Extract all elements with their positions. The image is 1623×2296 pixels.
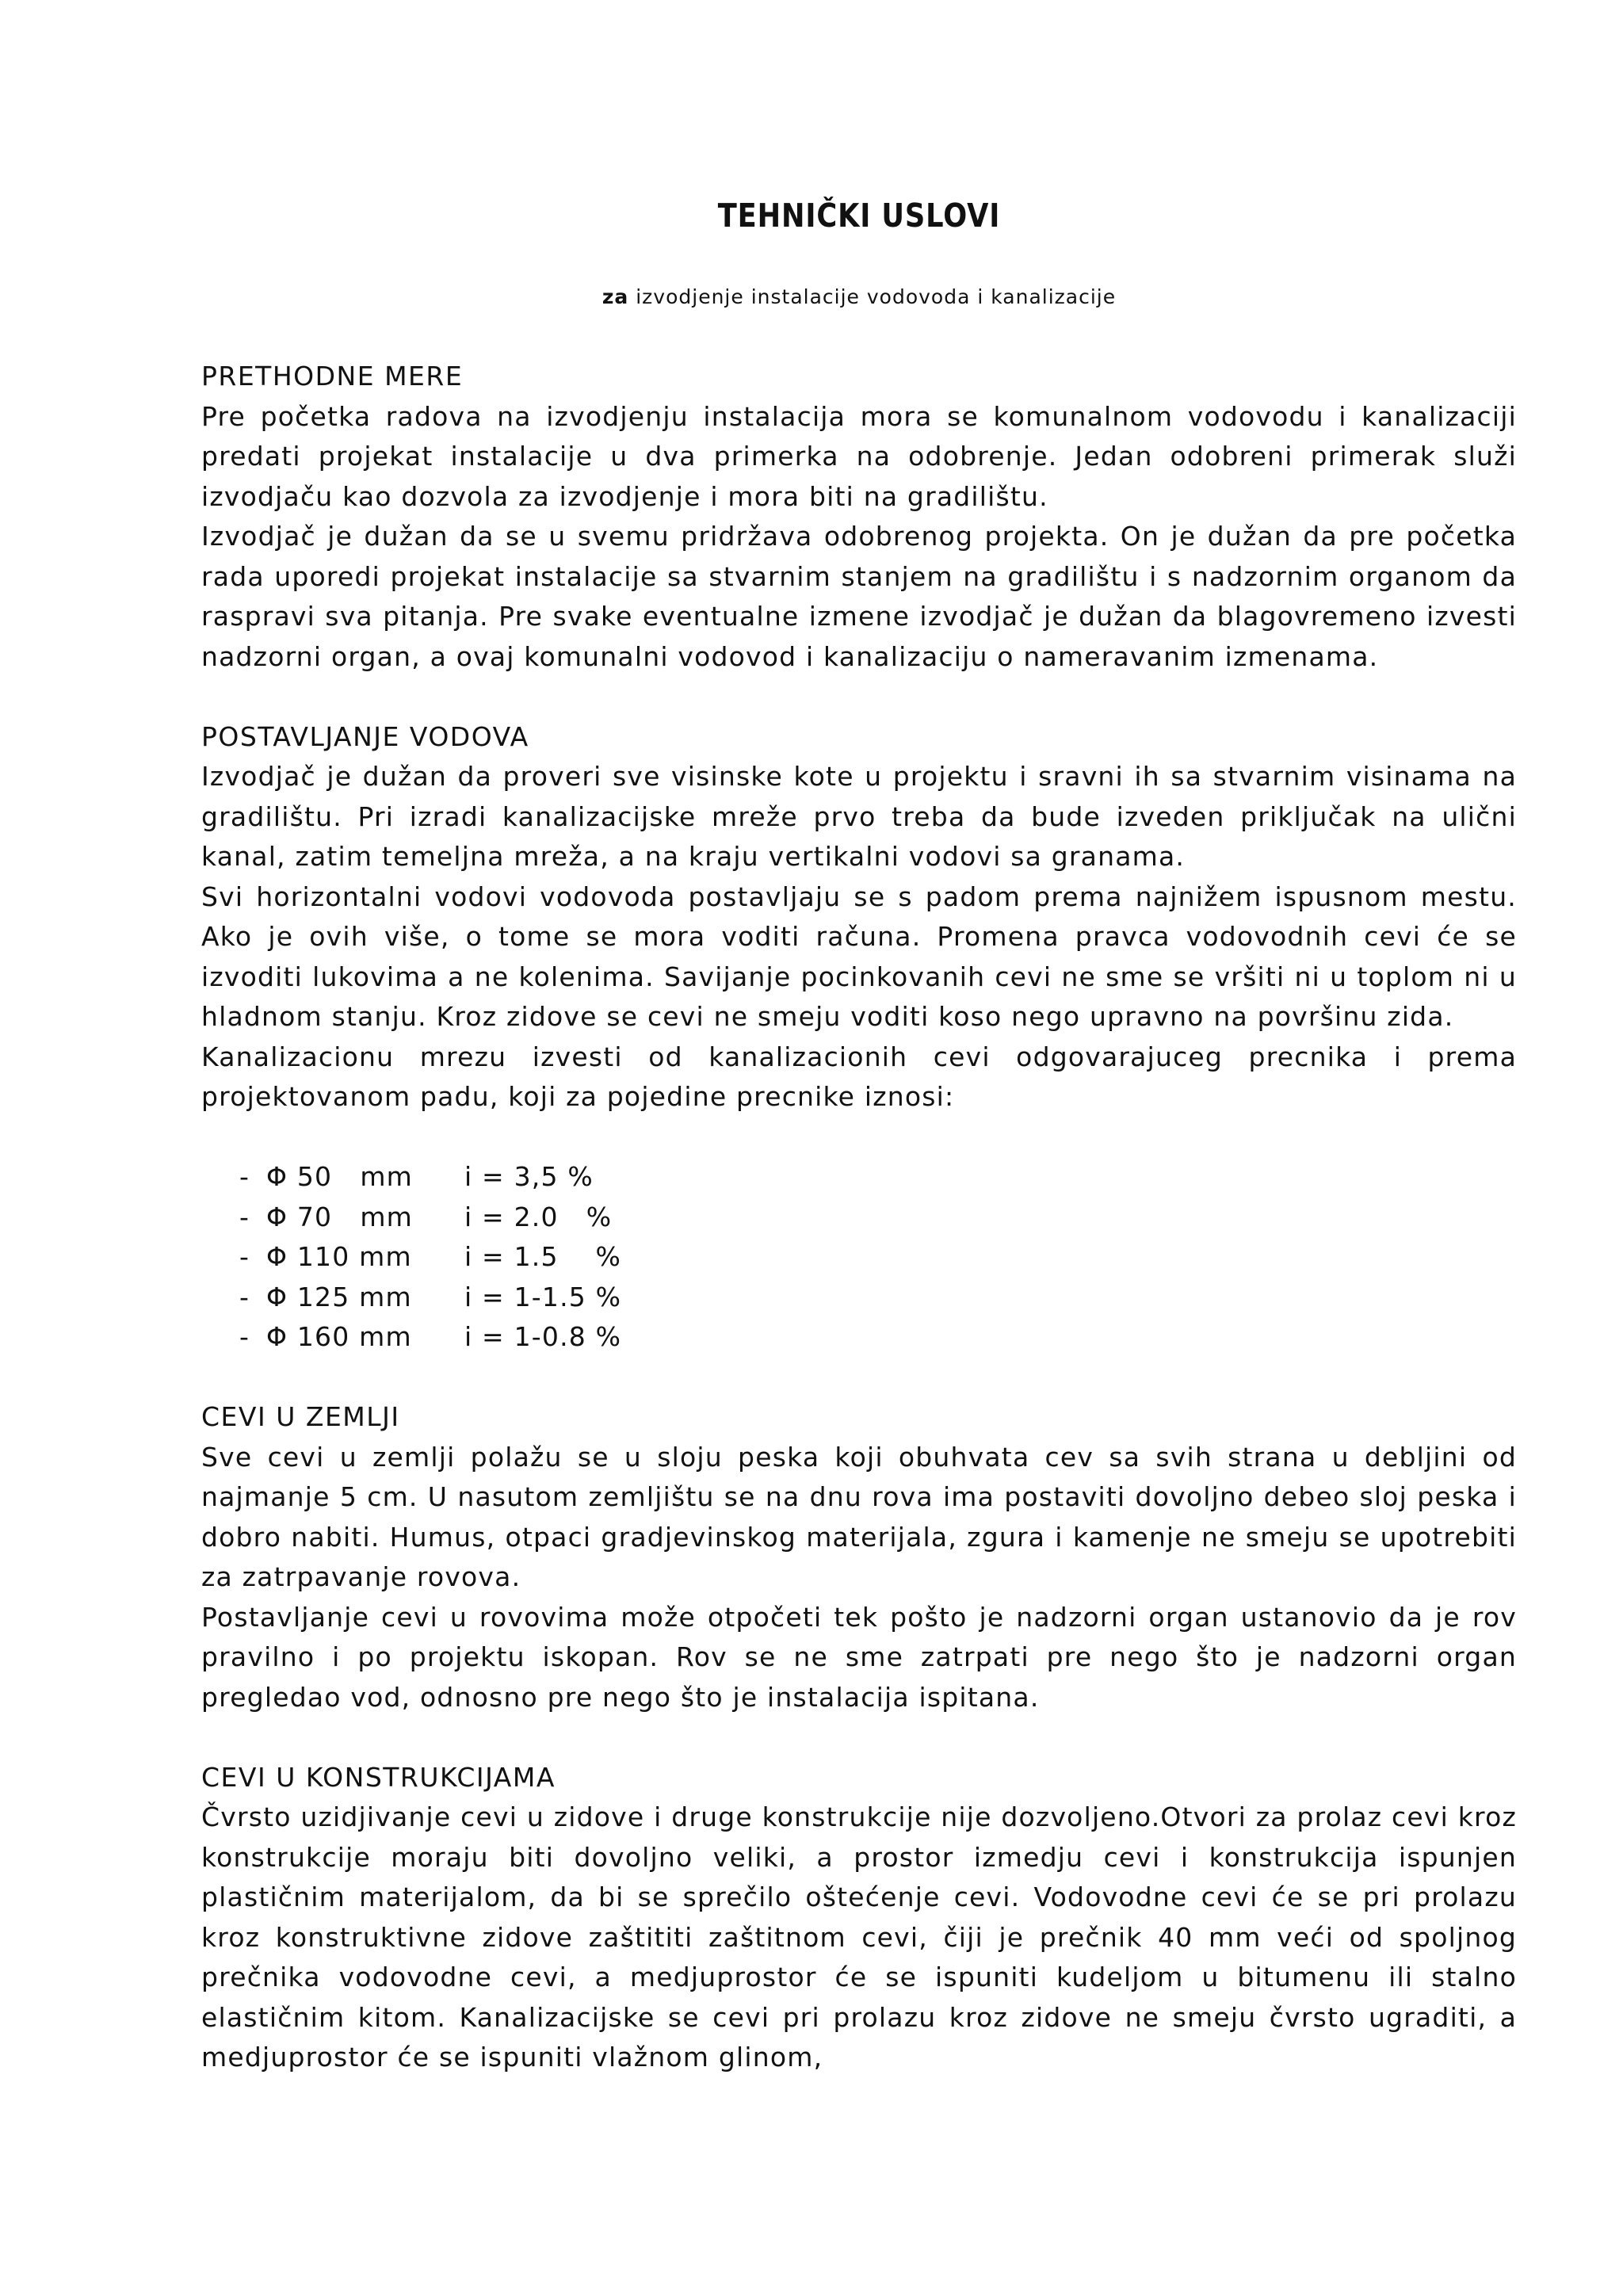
- section-heading-cevi-u-zemlji: CEVI U ZEMLJI: [201, 1401, 400, 1432]
- subtitle-rest: izvodjenje instalacije vodovoda i kanalizacije: [628, 285, 1117, 308]
- paragraph: Postavljanje cevi u rovovima može otpočeti tek pošto je nadzorni organ ustanovio da je rov pravilno i po projektu iskopan. Rov se ne sme zatrpati pre nego što je nadzorni organ pregledao vod, odnosno pre nego što je instalacija ispitana.: [201, 1601, 1517, 1713]
- list-dash: -: [239, 1321, 250, 1352]
- document-body: [201, 357, 1517, 2078]
- document-title: TEHNIČKI USLOVI: [717, 197, 1001, 235]
- section-heading-cevi-u-konstrukcijama: CEVI U KONSTRUKCIJAMA: [201, 1761, 556, 1793]
- pipe-diameter: Φ 160 mm: [266, 1321, 412, 1352]
- list-dash: -: [239, 1241, 250, 1272]
- list-item: [201, 1237, 1517, 1278]
- pipe-slope: i = 1-1.5 %: [464, 1281, 622, 1312]
- paragraph: Kanalizacionu mrezu izvesti od kanalizacionih cevi odgovarajuceg precnika i prema projektovanom padu, koji za pojedine precnike iznosi:: [201, 1041, 1517, 1112]
- paragraph: Svi horizontalni vodovi vodovoda postavljaju se s padom prema najnižem ispusnom mestu. Ako je ovih više, o tome se mora voditi računa. Promena pravca vodovodnih cevi će se izvoditi lukovima a ne kolenima. Savijanje pocinkovanih cevi ne sme se vršiti ni u toplom ni u hladnom stanju. Kroz zidove se cevi ne smeju voditi koso nego upravno na površinu zida.: [201, 881, 1517, 1032]
- list-item: [201, 1278, 1517, 1318]
- paragraph: Izvodjač je dužan da se u svemu pridržava odobrenog projekta. On je dužan da pre početka rada uporedi projekat instalacije sa stvarnim stanjem na gradilištu i s nadzornim organom da raspravi sva pitanja. Pre svake eventualne izmene izvodjač je dužan da blagovremeno izvesti nadzorni organ, a ovaj komunalni vodovod i kanalizaciju o nameravanim izmenama.: [201, 521, 1517, 672]
- pipe-slope: i = 2.0 %: [464, 1201, 613, 1232]
- paragraph: Izvodjač je dužan da proveri sve visinske kote u projektu i sravni ih sa stvarnim visinama na gradilištu. Pri izradi kanalizacijske mreže prvo treba da bude izveden priključak na ulični kanal, zatim temeljna mreža, a na kraju vertikalni vodovi sa granama.: [201, 761, 1517, 872]
- paragraph: Sve cevi u zemlji polažu se u sloju peska koji obuhvata cev sa svih strana u debljini od najmanje 5 cm. U nasutom zemljištu se na dnu rova ima postaviti dovoljno debeo sloj peska i dobro nabiti. Humus, otpaci gradjevinskog materijala, zgura i kamenje ne smeju se upotrebiti za zatrpavanje rovova.: [201, 1441, 1517, 1592]
- subtitle-bold: za: [601, 285, 629, 308]
- pipe-diameter: Φ 125 mm: [266, 1281, 412, 1312]
- paragraph: Pre početka radova na izvodjenju instalacija mora se komunalnom vodovodu i kanalizaciji predati projekat instalacije u dva primerka na odobrenje. Jedan odobreni primerak služi izvodjaču kao dozvola za izvodjenje i mora biti na gradilištu.: [201, 400, 1517, 512]
- pipe-slope: i = 3,5 %: [464, 1161, 594, 1192]
- pipe-slope: i = 1-0.8 %: [464, 1321, 622, 1352]
- slope-list: [201, 1157, 1517, 1358]
- section-heading-prethodne-mere: PRETHODNE MERE: [201, 361, 464, 392]
- paragraph: Čvrsto uzidjivanje cevi u zidove i druge konstrukcije nije dozvoljeno.Otvori za prolaz cevi kroz konstrukcije moraju biti dovoljno veliki, a prostor izmedju cevi i konstrukcija ispunjen plastičnim materijalom, da bi se sprečilo oštećenje cevi. Vodovodne cevi će se pri prolazu kroz konstruktivne zidove zaštititi zaštitnom cevi, čiji je prečnik 40 mm veći od spoljnog prečnika vodovodne cevi, a medjuprostor će se ispuniti kudeljom u bitumenu ili stalno elastičnim kitom. Kanalizacijske se cevi pri prolazu kroz zidove ne smeju čvrsto ugraditi, a medjuprostor će se ispuniti vlažnom glinom,: [201, 1801, 1517, 2073]
- pipe-diameter: Φ 70 mm: [266, 1201, 414, 1232]
- pipe-diameter: Φ 110 mm: [266, 1241, 412, 1272]
- pipe-diameter: Φ 50 mm: [266, 1161, 414, 1192]
- list-item: [201, 1198, 1517, 1238]
- document-subtitle: [201, 285, 1517, 308]
- list-dash: -: [239, 1161, 250, 1192]
- list-dash: -: [239, 1201, 250, 1232]
- list-item: [201, 1317, 1517, 1358]
- pipe-slope: i = 1.5 %: [464, 1241, 621, 1272]
- list-item: [201, 1157, 1517, 1198]
- list-dash: -: [239, 1281, 250, 1312]
- section-heading-postavljanje-vodova: POSTAVLJANJE VODOVA: [201, 720, 529, 752]
